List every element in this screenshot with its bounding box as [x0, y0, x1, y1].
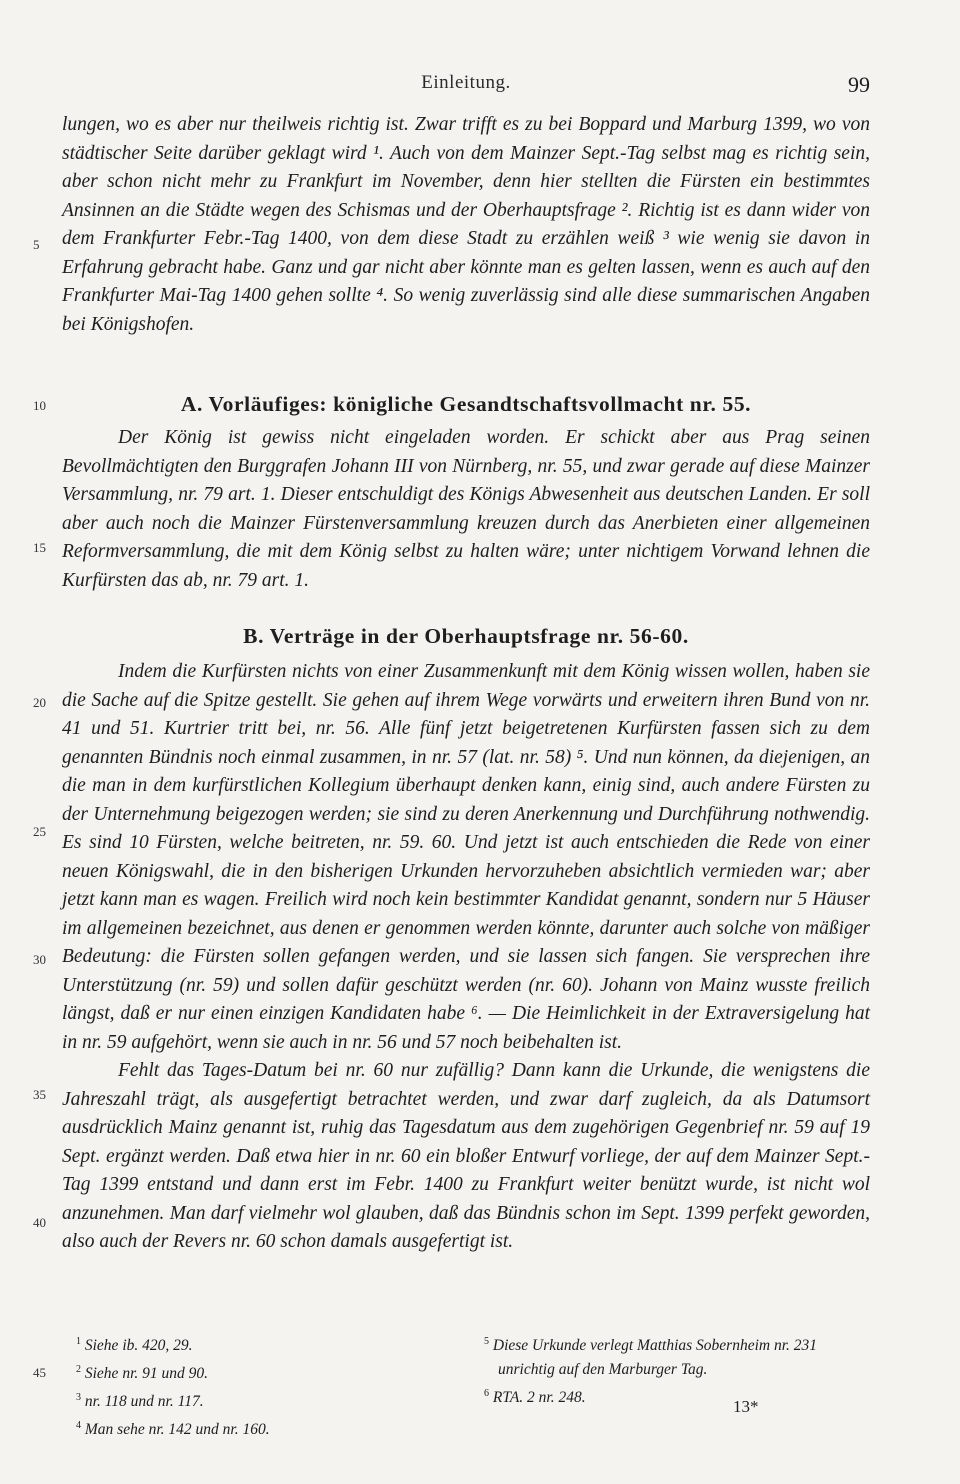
section-b-paragraph-2: Fehlt das Tages-Datum bei nr. 60 nur zufällig? Dann kann die Urkunde, die wenigstens die Jahreszahl trägt, als ausgefertigt betrachtet werden, und zwar darf zugleich, da als Datumsort ausdrücklich Mainz genannt ist, ruhig das Tagesdatum aus dem zugehörigen Gegenbrief nr. 59 auf 19 Sept. ergänzt werden. Daß etwa hier in nr. 60 ein bloßer Entwurf vorliege, der auf dem Mainzer Sept.-Tag 1399 entstand und dann erst im Febr. 1400 zu Frankfurt weiter benützt wurde, ist nicht wol anzunehmen. Man darf vielmehr wol glauben, daß das Bündnis schon im Sept. 1399 perfekt geworden, also auch der Revers nr. 60 schon damals ausgefertigt ist. — [62, 1060, 870, 1252]
line-number: 10 — [33, 398, 46, 413]
footnote-mark: 6 — [484, 1388, 489, 1400]
page-number: 99 — [848, 72, 870, 97]
line-number: 30 — [33, 952, 46, 967]
intro-paragraph-block — [62, 111, 870, 339]
line-number: 5 — [33, 237, 40, 252]
line-number: 15 — [33, 540, 46, 555]
footnote — [76, 1358, 436, 1386]
section-a-paragraph: Der König ist gewiss nicht eingeladen worden. Er schickt aber aus Prag seinen Bevollmächtigten den Burggrafen Johann III von Nürnberg, nr. 55, und zwar gerade auf diese Mainzer Versammlung, nr. 79 art. 1. Dieser entschuldigt des Königs Abwesenheit aus deutschen Landen. Er soll aber auch noch die Mainzer Fürstenversammlung kreuzen durch das Anerbieten einer allgemeinen Reformversammlung, die mit dem König selbst zu halten wäre; unter nichtigem Vorwand lehnen die Kurfürsten das ab, nr. 79 art. 1. — [62, 427, 870, 591]
section-a-heading: A. Vorläufiges: königliche Gesandtschaftsvollmacht nr. 55. — [180, 392, 752, 416]
footnote-text: Diese Urkunde verlegt Matthias Sobernheim nr. 231 unrichtig auf den Marburger Tag. — [492, 1337, 818, 1379]
footnote — [484, 1382, 876, 1410]
footnote-mark: 4 — [76, 1420, 81, 1432]
footnote-mark: 2 — [76, 1364, 81, 1376]
section-b-block — [62, 658, 870, 1257]
line-number: 25 — [33, 824, 46, 839]
section-b-heading: B. Verträge in der Oberhauptsfrage nr. 56-60. — [243, 624, 689, 648]
footnote — [484, 1330, 876, 1382]
footnotes-right-column — [484, 1330, 876, 1410]
footnote-text: Siehe nr. 91 und 90. — [84, 1365, 209, 1383]
signature-mark: 13* — [733, 1397, 759, 1416]
line-number: 35 — [33, 1087, 46, 1102]
footnote-text: Siehe ib. 420, 29. — [84, 1337, 193, 1355]
footnotes-left-column — [76, 1330, 436, 1443]
running-head: Einleitung. — [421, 72, 511, 93]
line-number: 40 — [33, 1215, 46, 1230]
footnote-text: RTA. 2 nr. 248. — [492, 1389, 586, 1407]
intro-paragraph: lungen, wo es aber nur theilweis richtig ist. Zwar trifft es zu bei Boppard und Marburg 1399, wo von städtischer Seite darüber geklagt wird ¹. Auch von dem Mainzer Sept.-Tag selbst mag es richtig sein, aber schon nicht mehr zu Frankfurt im November, denn hier stellten die Fürsten ein bestimmtes Ansinnen an die Städte wegen des Schismas und der Oberhauptsfrage ². Richtig ist es dann wider von dem Frankfurter Febr.-Tag 1400, von dem diese Stadt zu erzählen weiß ³ wie wenig sie davon in Erfahrung gebracht habe. Ganz und gar nicht aber könnte man es gelten lassen, wenn es auch auf den Frankfurter Mai-Tag 1400 gehen sollte ⁴. So wenig zuverlässig sind alle diese summarischen Angaben bei Königshofen. — [62, 114, 870, 335]
footnote — [76, 1386, 436, 1414]
footnote-mark: 1 — [76, 1336, 81, 1347]
line-number: 20 — [33, 695, 46, 710]
footnote — [76, 1330, 436, 1358]
footnote-text: nr. 118 und nr. 117. — [84, 1393, 204, 1411]
footnote-mark: 3 — [76, 1392, 81, 1404]
footnote-mark: 5 — [484, 1336, 489, 1347]
footnote — [76, 1414, 436, 1442]
section-b-paragraph-1: Indem die Kurfürsten nichts von einer Zusammenkunft mit dem König wissen wollen, haben sie die Sache auf die Spitze gestellt. Sie gehen auf ihrem Wege vorwärts und erweitern ihren Bund von nr. 41 und 51. Kurtrier tritt bei, nr. 56. Alle fünf jetzt beigetretenen Kurfürsten fassen sich zu dem genannten Bündnis noch einmal zusammen, in nr. 57 (lat. nr. 58) ⁵. Und nun können, da diejenigen, an die man in dem kurfürstlichen Kollegium überhaupt denken kann, einig sind, auch andere Fürsten zu der Unternehmung beigezogen werden; sie sind zu deren Anerkennung und Durchführung nothwendig. Es sind 10 Fürsten, welche beitreten, nr. 59. 60. Und jetzt ist auch entschieden die Rede von einer neuen Königswahl, die in den bisherigen Urkunden hervorzuheben absichtlich vermieden war; aber jetzt kann man es wagen. Freilich wird noch kein bestimmter Kandidat genannt, sondern nur 5 Häuser im allgemeinen bezeichnet, aus denen er genommen werden könnte, darunter auch solche von mäßiger Bedeutung: die Fürsten sollen gefangen werden, und sie lassen sich fangen. Sie versprechen ihre Unterstützung (nr. 59) und sollen dafür geschützt werden (nr. 60). Johann von Mainz wusste freilich längst, daß er nur einen einzigen Kandidaten habe ⁶. — Die Heimlichkeit in der Extraversigelung hat in nr. 59 aufgehört, wenn sie auch in nr. 56 und 57 noch beibehalten ist. — [62, 661, 870, 1053]
section-a-block — [62, 424, 870, 595]
page-header — [62, 72, 870, 102]
footnote-text: Man sehe nr. 142 und nr. 160. — [84, 1421, 270, 1439]
line-number: 45 — [33, 1365, 46, 1380]
